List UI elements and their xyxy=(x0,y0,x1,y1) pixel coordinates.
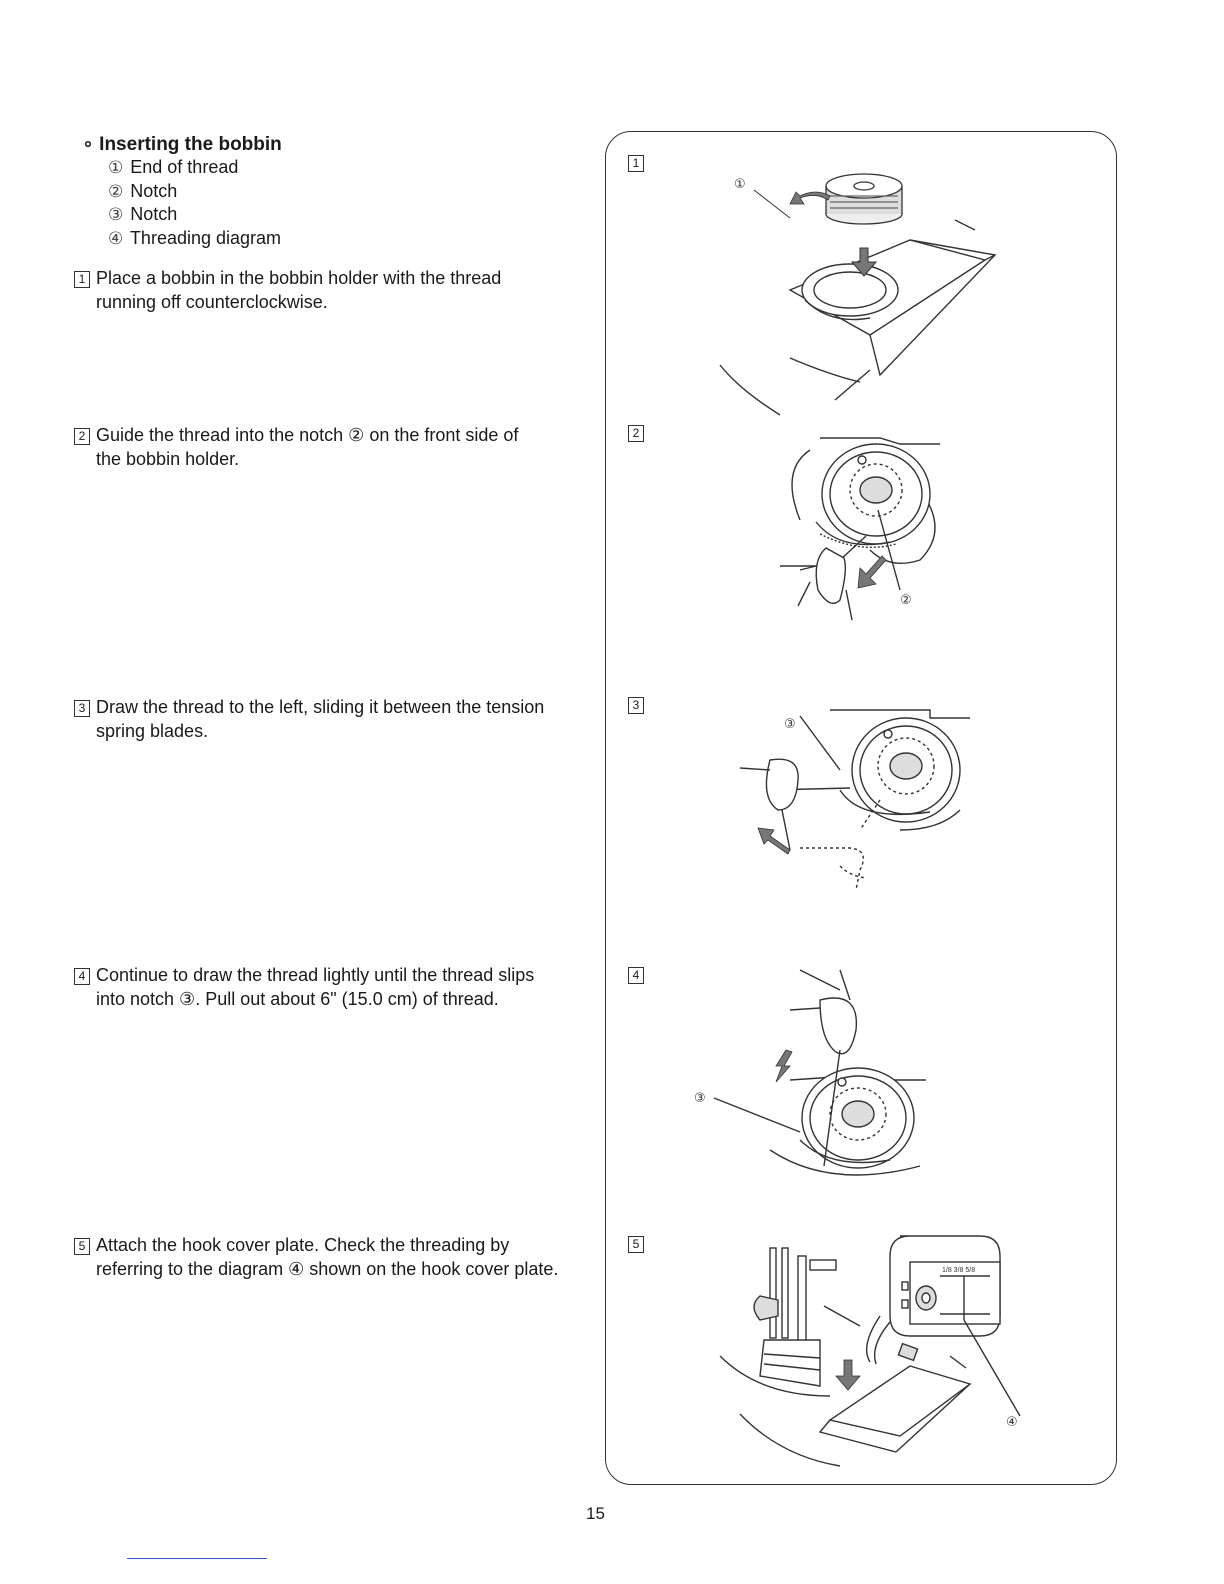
legend-item xyxy=(108,227,281,251)
figure-label-5: 5 xyxy=(628,1236,644,1253)
step-line: Draw the thread to the left, sliding it between the tension xyxy=(96,697,545,717)
legend-item xyxy=(108,203,281,227)
step-number: 2 xyxy=(74,428,90,445)
page-number: 15 xyxy=(586,1504,605,1523)
legend-label: End of thread xyxy=(130,157,239,177)
figure-3-tension-spring xyxy=(730,700,980,910)
figure-2-notch-guide xyxy=(760,430,960,630)
step-number: 3 xyxy=(74,700,90,717)
step-2-text xyxy=(74,423,604,471)
legend-label: Notch xyxy=(130,204,178,224)
step-3-text xyxy=(74,695,604,743)
step-line: the bobbin holder. xyxy=(96,449,240,469)
step-line: Attach the hook cover plate. Check the threading by xyxy=(96,1235,510,1255)
figure-label-3: 3 xyxy=(628,697,644,714)
callout-legend xyxy=(108,156,281,250)
step-number: 5 xyxy=(74,1238,90,1255)
step-number: 1 xyxy=(74,271,90,288)
figure-5-hook-cover-plate xyxy=(720,1236,1040,1476)
figure-label-4: 4 xyxy=(628,967,644,984)
legend-number: ① xyxy=(108,158,124,177)
step-line: spring blades. xyxy=(96,721,209,741)
figure-4-pull-thread xyxy=(690,970,950,1180)
callout-3b: ③ xyxy=(694,1090,706,1105)
step-4-text xyxy=(74,963,604,1011)
callout-1: ① xyxy=(734,176,746,191)
legend-number: ④ xyxy=(108,228,124,248)
legend-item xyxy=(108,156,281,180)
section-heading: ∘ Inserting the bobbin xyxy=(82,134,282,155)
legend-label: Notch xyxy=(130,180,178,201)
callout-3a: ③ xyxy=(784,716,796,731)
step-line: referring to the diagram ④ shown on the hook cover plate. xyxy=(96,1259,559,1279)
step-line: Continue to draw the thread lightly until the thread slips xyxy=(96,965,535,985)
legend-item xyxy=(108,180,281,204)
step-5-text xyxy=(74,1233,609,1281)
figure-1-bobbin-insert xyxy=(720,160,1020,405)
legend-number: ② xyxy=(108,181,124,201)
step-line: running off counterclockwise. xyxy=(96,292,328,312)
step-line: Place a bobbin in the bobbin holder with the thread xyxy=(96,268,502,288)
figure-label-2: 2 xyxy=(628,425,644,442)
step-number: 4 xyxy=(74,968,90,985)
footer-rule xyxy=(127,1558,267,1559)
step-line: into notch ③. Pull out about 6" (15.0 cm) of thread. xyxy=(96,989,499,1009)
figure-label-1: 1 xyxy=(628,155,644,172)
legend-label: Threading diagram xyxy=(129,227,282,248)
step-1-text xyxy=(74,266,604,314)
callout-4: ④ xyxy=(1006,1414,1018,1429)
scale-marks-text: 1/8 3/8 5/8 xyxy=(942,1267,976,1274)
legend-number: ③ xyxy=(108,205,124,224)
step-line: Guide the thread into the notch ② on the front side of xyxy=(96,425,519,445)
callout-2: ② xyxy=(900,592,912,607)
